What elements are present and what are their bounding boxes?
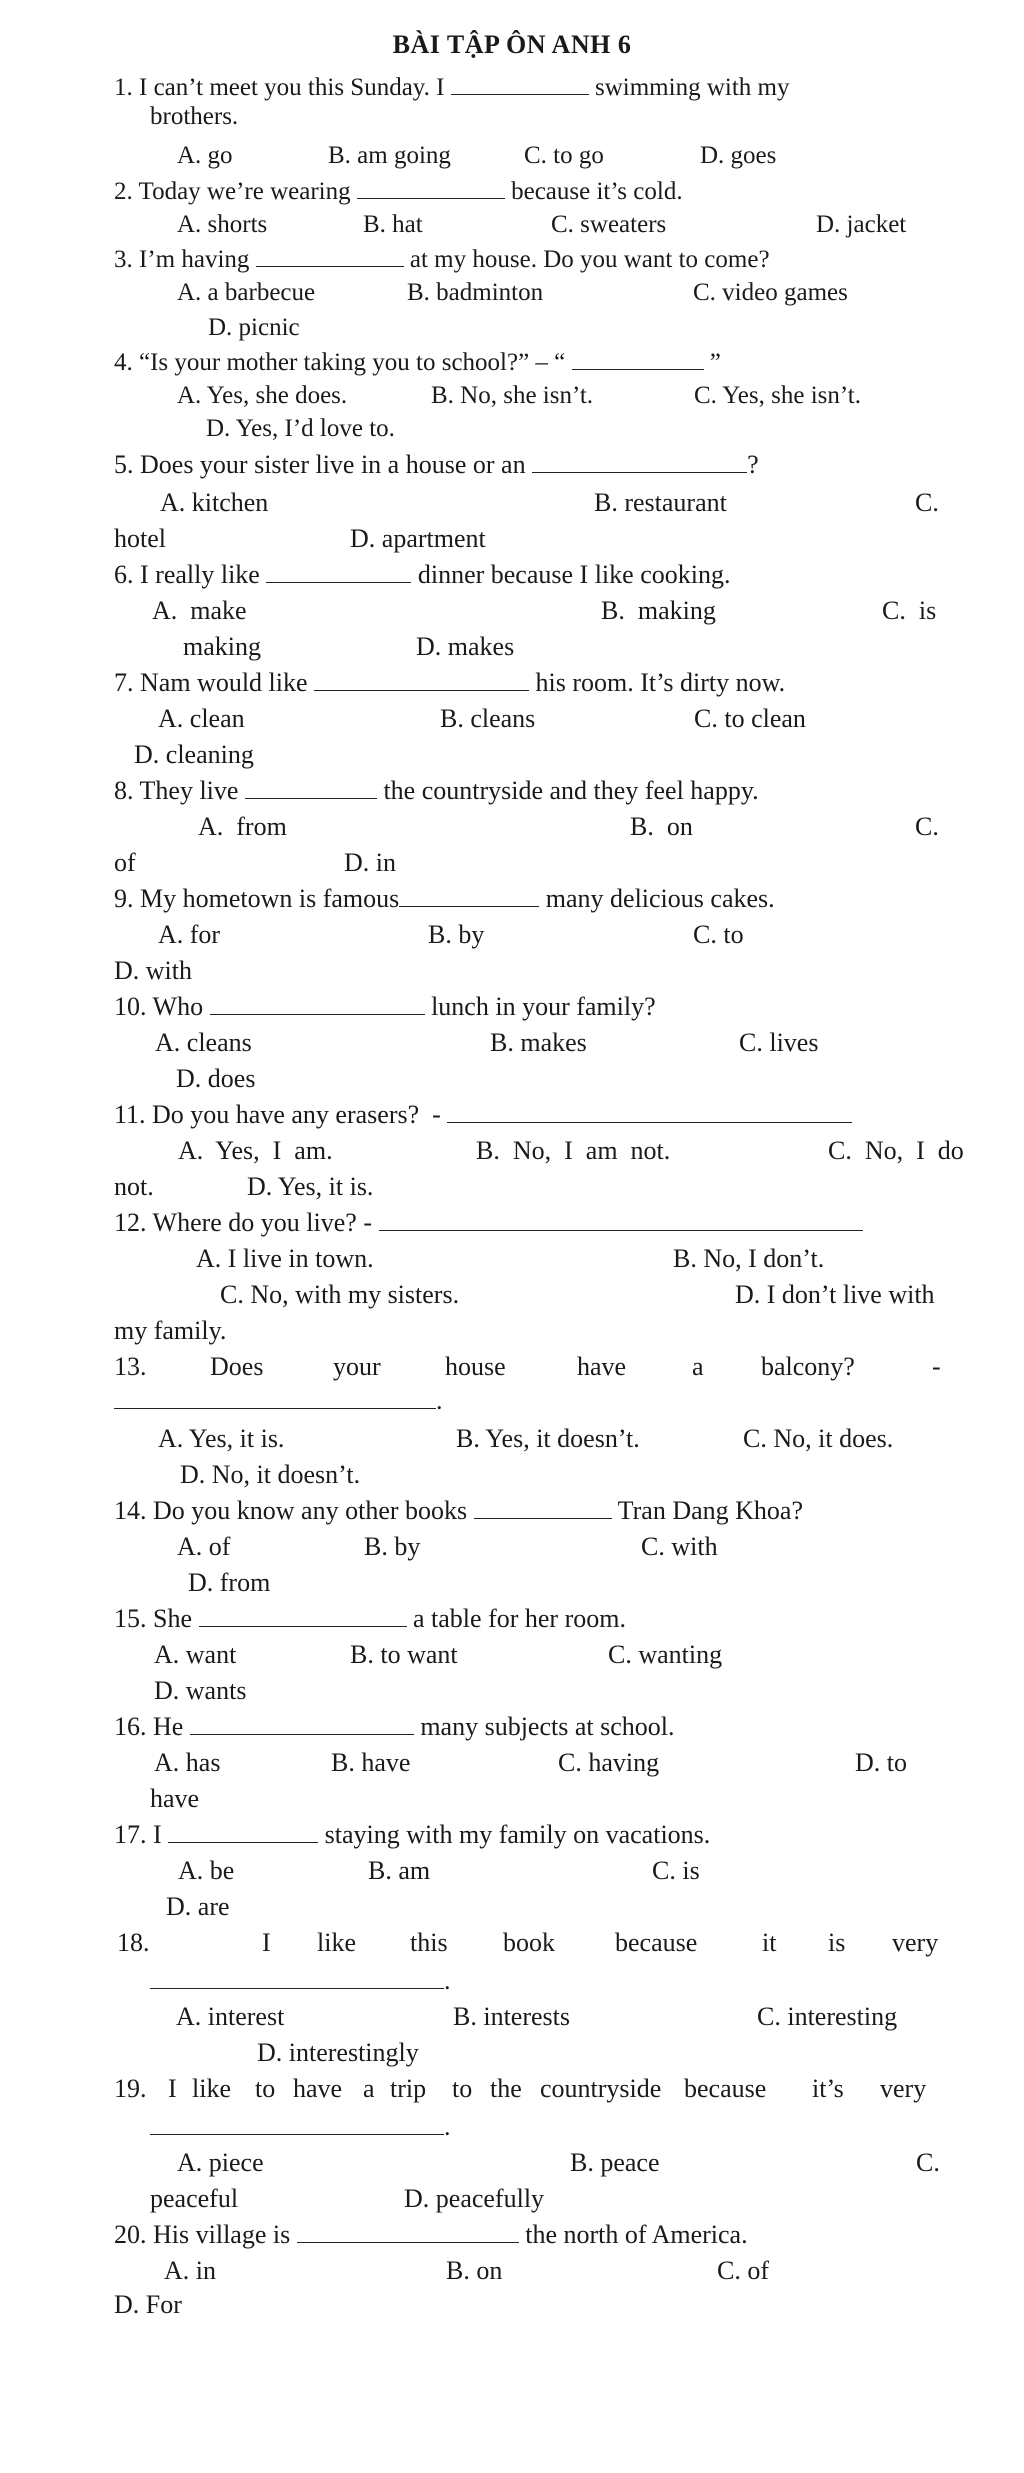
q16-option-a[interactable]: A. has [154,1748,221,1777]
q13-word-3: your [333,1352,381,1381]
q13-option-b[interactable]: B. Yes, it doesn’t. [456,1424,640,1453]
q5-answer-blank[interactable] [532,450,747,473]
q13-word-6: a [692,1352,704,1381]
q13-answer-blank[interactable] [114,1386,436,1409]
q18-blank-line [150,1966,451,1996]
q12-stem-start: 12. Where do you live? - [114,1208,379,1237]
q6-option-a[interactable]: A. make [152,596,247,625]
q11-option-c[interactable]: C. No, I do [828,1136,964,1165]
q5-option-a[interactable]: A. kitchen [160,488,269,517]
q17-option-b[interactable]: B. am [368,1856,431,1885]
q6-option-c-continued[interactable]: making [183,632,261,661]
q18-word-7: it [762,1928,777,1957]
q9-option-a[interactable]: A. for [158,920,221,949]
q14-option-d[interactable]: D. from [188,1568,271,1597]
q19-word-7: trip [390,2074,427,2103]
q7-option-c[interactable]: C. to clean [694,704,806,733]
q16-stem-start: 16. He [114,1712,190,1741]
q9-option-c[interactable]: C. to [693,920,744,949]
q10-option-b[interactable]: B. makes [490,1028,587,1057]
q18-word-9: very [892,1928,939,1957]
q19-option-b[interactable]: B. peace [570,2148,660,2177]
q17-stem-start: 17. I [114,1820,169,1849]
q13-word-8: - [932,1352,941,1381]
q13-word-2: Does [210,1352,264,1381]
q18-option-a[interactable]: A. interest [176,2002,285,2031]
q9-answer-blank[interactable] [399,884,539,907]
q19-word-4: to [255,2074,276,2103]
q20-option-c[interactable]: C. of [717,2256,769,2285]
q15-stem-end: a table for her room. [406,1604,626,1633]
q15-stem-start: 15. She [114,1604,199,1633]
q3-option-a[interactable]: A. a barbecue [177,279,316,306]
q10-answer-blank[interactable] [210,992,425,1015]
q3-option-d[interactable]: D. picnic [208,314,300,341]
q7-stem-start: 7. Nam would like [114,668,315,697]
q1-option-b[interactable]: B. am going [328,142,451,169]
q19-word-5: have [293,2074,343,2103]
q8-option-c[interactable]: C. [915,812,939,841]
q15-answer-blank[interactable] [199,1604,407,1627]
q12-option-a[interactable]: A. I live in town. [196,1244,374,1273]
q14-option-c[interactable]: C. with [641,1532,718,1561]
worksheet-title: BÀI TẬP ÔN ANH 6 [392,30,632,59]
q7-text [114,668,785,698]
q17-option-a[interactable]: A. be [178,1856,235,1885]
q5-option-d[interactable]: D. apartment [350,524,486,553]
q8-stem-start: 8. They live [114,776,245,805]
q13-word-7: balcony? [761,1352,855,1381]
q17-text [114,1820,710,1850]
q15-option-b[interactable]: B. to want [350,1640,458,1669]
q8-option-d[interactable]: D. in [344,848,396,877]
q3-stem-start: 3. I’m having [114,246,256,273]
q13-blank-line [114,1386,443,1416]
q14-stem-start: 14. Do you know any other books [114,1496,474,1525]
q14-stem-end: Tran Dang Khoa? [611,1496,804,1525]
q8-option-a[interactable]: A. from [198,812,287,841]
q13-word-5: have [577,1352,627,1381]
q9-option-d[interactable]: D. with [114,956,192,985]
q19-word-10: countryside [540,2074,662,2103]
q18-answer-blank[interactable] [150,1966,444,1989]
q12-option-d-continued[interactable]: my family. [114,1316,227,1345]
q18-option-c[interactable]: C. interesting [757,2002,898,2031]
q12-option-c[interactable]: C. No, with my sisters. [220,1280,460,1309]
q14-answer-blank[interactable] [474,1496,612,1519]
q4-stem-start: 4. “Is your mother taking you to school?” – “ [114,349,572,376]
q9-stem-end: many delicious cakes. [539,884,775,913]
q3-stem-end: at my house. Do you want to come? [403,246,770,273]
q19-answer-blank[interactable] [150,2112,444,2135]
q19-blank-line [150,2112,451,2142]
q13-option-c[interactable]: C. No, it does. [743,1424,894,1453]
q2-option-c[interactable]: C. sweaters [551,211,667,238]
q1-answer-blank[interactable] [451,72,589,95]
q13-word-4: house [445,1352,506,1381]
q8-option-b[interactable]: B. on [630,812,693,841]
q18-word-1: 18. [117,1928,150,1957]
q18-word-5: book [503,1928,555,1957]
q5-text [114,450,759,480]
q18-word-3: like [317,1928,356,1957]
q12-answer-blank[interactable] [379,1208,863,1231]
q6-text [114,560,730,590]
q16-stem-end: many subjects at school. [413,1712,675,1741]
q20-stem-end: the north of America. [518,2220,748,2249]
q6-answer-blank[interactable] [266,560,411,583]
q11-text [114,1100,852,1130]
q4-answer-blank[interactable] [572,347,704,370]
q4-option-a[interactable]: A. Yes, she does. [177,382,348,409]
q20-option-b[interactable]: B. on [446,2256,503,2285]
q2-answer-blank[interactable] [357,176,505,199]
q4-text [114,347,721,378]
q10-option-c[interactable]: C. lives [739,1028,819,1057]
q14-option-a[interactable]: A. of [177,1532,231,1561]
q17-option-c[interactable]: C. is [652,1856,700,1885]
q19-word-11: because [684,2074,767,2103]
q11-option-c-continued[interactable]: not. [114,1172,154,1201]
q9-stem-start: 9. My hometown is famous [114,884,400,913]
q4-stem-end: ” [703,349,721,376]
q6-option-d[interactable]: D. makes [416,632,515,661]
q13-option-a[interactable]: A. Yes, it is. [158,1424,285,1453]
q1-text [114,72,789,103]
q20-text [114,2220,748,2250]
q18-word-6: because [615,1928,698,1957]
q12-text [114,1208,863,1238]
q15-option-d[interactable]: D. wants [154,1676,247,1705]
q6-stem-end: dinner because I like cooking. [411,560,731,589]
q4-option-c[interactable]: C. Yes, she isn’t. [694,382,861,409]
q13-option-d[interactable]: D. No, it doesn’t. [180,1460,361,1489]
q8-text [114,776,759,806]
q19-option-c[interactable]: C. [916,2148,940,2177]
q8-answer-blank[interactable] [245,776,377,799]
q16-text [114,1712,675,1742]
q13-word-1: 13. [114,1352,147,1381]
q16-answer-blank[interactable] [190,1712,414,1735]
q10-option-d[interactable]: D. does [176,1064,256,1093]
q15-option-a[interactable]: A. want [154,1640,237,1669]
q19-stem-end: . [444,2112,451,2141]
q19-word-9: the [490,2074,522,2103]
q2-option-b[interactable]: B. hat [363,211,423,238]
q19-word-1: 19. [114,2074,147,2103]
q4-option-b[interactable]: B. No, she isn’t. [431,382,594,409]
q7-answer-blank[interactable] [314,668,529,691]
q19-word-3: like [192,2074,231,2103]
q19-option-a[interactable]: A. piece [177,2148,264,2177]
q19-option-d[interactable]: D. peacefully [404,2184,545,2213]
q19-word-2: I [168,2074,177,2103]
q18-option-b[interactable]: B. interests [453,2002,570,2031]
q13-stem-end: . [436,1386,443,1415]
q2-stem-end: because it’s cold. [504,178,683,205]
q7-option-d[interactable]: D. cleaning [134,740,254,769]
q11-option-a[interactable]: A. Yes, I am. [178,1136,333,1165]
q7-option-a[interactable]: A. clean [158,704,245,733]
q3-option-b[interactable]: B. badminton [407,279,544,306]
q16-option-d[interactable]: D. to [855,1748,907,1777]
q5-option-c[interactable]: C. [915,488,939,517]
q3-text [114,244,770,275]
q19-word-8: to [452,2074,473,2103]
q18-word-2: I [262,1928,271,1957]
q10-stem-start: 10. Who [114,992,210,1021]
q17-answer-blank[interactable] [168,1820,318,1843]
q18-word-4: this [410,1928,448,1957]
q8-stem-end: the countryside and they feel happy. [376,776,759,805]
q18-option-d[interactable]: D. interestingly [257,2038,419,2067]
q18-stem-end: . [444,1966,451,1995]
q17-stem-end: staying with my family on vacations. [318,1820,711,1849]
q16-option-d-continued[interactable]: have [150,1784,200,1813]
q16-option-b[interactable]: B. have [331,1748,411,1777]
q12-option-d[interactable]: D. I don’t live with [735,1280,935,1309]
q11-stem-start: 11. Do you have any erasers? - [114,1100,448,1129]
q1-stem-continued: brothers. [150,103,239,130]
q17-option-d[interactable]: D. are [166,1892,230,1921]
q1-option-a[interactable]: A. go [177,142,233,169]
q2-option-a[interactable]: A. shorts [177,211,268,238]
q20-option-d[interactable]: D. For [114,2290,182,2319]
q2-option-d[interactable]: D. jacket [816,211,907,238]
q6-option-b[interactable]: B. making [601,596,716,625]
q5-stem-start: 5. Does your sister live in a house or an [114,450,533,479]
q9-option-b[interactable]: B. by [428,920,485,949]
q15-text [114,1604,626,1634]
q15-option-c[interactable]: C. wanting [608,1640,723,1669]
q3-answer-blank[interactable] [256,244,404,267]
q19-word-6: a [363,2074,375,2103]
q4-option-d[interactable]: D. Yes, I’d love to. [206,415,395,442]
q3-option-c[interactable]: C. video games [693,279,848,306]
q16-option-c[interactable]: C. having [558,1748,660,1777]
q7-stem-end: his room. It’s dirty now. [529,668,786,697]
q19-word-12: it’s [812,2074,844,2103]
q10-stem-end: lunch in your family? [424,992,656,1021]
q6-stem-start: 6. I really like [114,560,267,589]
q5-stem-end: ? [747,450,759,479]
q10-option-a[interactable]: A. cleans [155,1028,252,1057]
q20-stem-start: 20. His village is [114,2220,297,2249]
q14-text [114,1496,803,1526]
q1-option-c[interactable]: C. to go [524,142,604,169]
q20-option-a[interactable]: A. in [164,2256,216,2285]
q1-stem-end: swimming with my [588,74,790,101]
q11-answer-blank[interactable] [447,1100,852,1123]
q5-option-b[interactable]: B. restaurant [594,488,727,517]
q11-option-b[interactable]: B. No, I am not. [476,1136,671,1165]
q20-answer-blank[interactable] [297,2220,519,2243]
q2-stem-start: 2. Today we’re wearing [114,178,357,205]
q10-text [114,992,656,1022]
q8-option-c-continued[interactable]: of [114,848,136,877]
q1-stem-start: 1. I can’t meet you this Sunday. I [114,74,451,101]
q14-option-b[interactable]: B. by [364,1532,421,1561]
q9-text [114,884,775,914]
q18-word-8: is [828,1928,846,1957]
q2-text [114,176,683,207]
q19-word-13: very [880,2074,927,2103]
q7-option-b[interactable]: B. cleans [440,704,536,733]
q6-option-c[interactable]: C. is [882,596,937,625]
q5-option-c-continued[interactable]: hotel [114,524,166,553]
q11-option-d[interactable]: D. Yes, it is. [247,1172,374,1201]
q19-option-c-continued[interactable]: peaceful [150,2184,239,2213]
q12-option-b[interactable]: B. No, I don’t. [673,1244,825,1273]
q1-option-d[interactable]: D. goes [700,142,777,169]
